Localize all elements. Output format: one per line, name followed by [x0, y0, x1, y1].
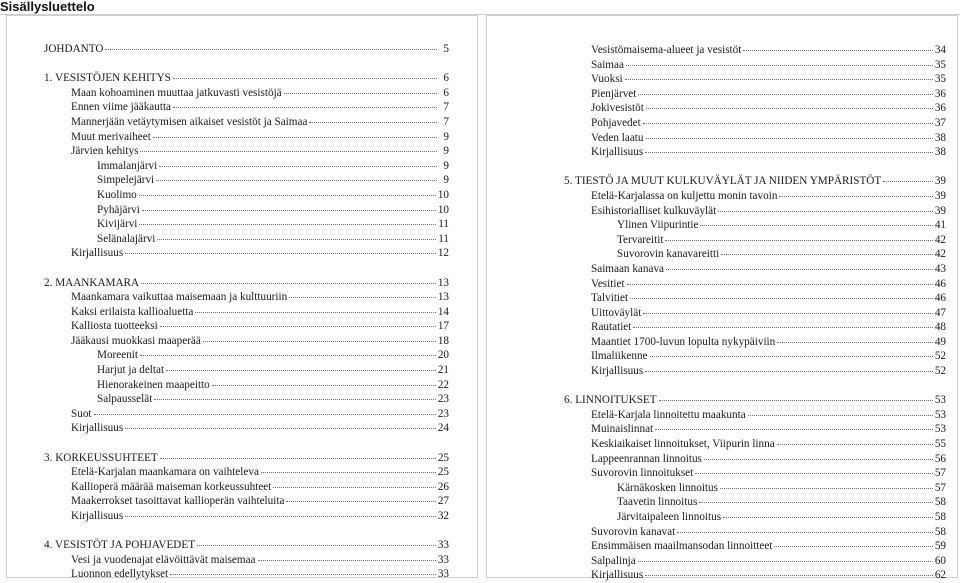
toc-entry[interactable]	[44, 130, 449, 145]
toc-page-left	[6, 15, 478, 581]
dot-leader	[625, 79, 933, 80]
dot-leader	[645, 371, 933, 372]
toc-entry[interactable]	[44, 363, 449, 378]
dot-leader	[779, 196, 932, 197]
dot-leader	[173, 78, 437, 79]
toc-entry-title: Pohjavedet	[591, 116, 641, 129]
toc-entry[interactable]	[564, 116, 946, 131]
toc-entry[interactable]	[44, 348, 449, 363]
toc-entry-title: Kaksi erilaista kallioaluetta	[71, 305, 194, 318]
toc-entry-title: 3. KORKEUSSUHTEET	[44, 451, 158, 464]
toc-entry-title: Kirjallisuus	[71, 247, 124, 260]
dot-leader	[630, 298, 933, 299]
toc-page-number: 46	[934, 292, 946, 305]
dot-leader	[646, 108, 933, 109]
toc-page-number: 13	[437, 291, 449, 304]
toc-entry-title: Etelä-Karjalassa on kuljettu monin tavoin	[591, 189, 778, 202]
toc-page-number: 58	[934, 525, 946, 538]
toc-entry-title: 2. MAANKAMARA	[44, 276, 140, 289]
dot-leader	[659, 400, 933, 401]
toc-entry[interactable]	[564, 422, 946, 437]
dot-leader	[157, 239, 436, 240]
toc-entry-title: Suvorovin kanavat	[591, 525, 676, 538]
dot-leader	[159, 166, 437, 167]
toc-page-number: 59	[934, 540, 946, 553]
toc-entry-title: Mannerjään vetäytymisen aikaiset vesistöt ja Saimaa	[71, 115, 308, 128]
dot-leader	[677, 532, 933, 533]
dot-leader	[212, 385, 436, 386]
dot-leader	[645, 152, 933, 153]
dot-leader	[774, 546, 932, 547]
toc-entry[interactable]	[44, 451, 449, 466]
toc-entry[interactable]	[44, 319, 449, 334]
toc-page-number: 6	[443, 72, 449, 85]
toc-page-number: 39	[934, 175, 946, 188]
toc-entry[interactable]	[44, 378, 449, 393]
toc-entry-title: Kivijärvi	[97, 218, 138, 231]
dot-leader	[646, 138, 933, 139]
toc-page-number: 5	[443, 43, 449, 55]
dot-leader	[160, 458, 436, 459]
dot-leader	[721, 254, 933, 255]
toc-page-number: 10	[437, 188, 449, 201]
dot-leader	[154, 399, 436, 400]
dot-leader	[638, 94, 932, 95]
toc-entry-title: Simpelejärvi	[97, 174, 155, 187]
toc-entry[interactable]	[44, 173, 449, 188]
toc-entry-title: Maakerrokset tasoittavat kallioperän vaihteluita	[71, 495, 285, 508]
toc-entry[interactable]	[564, 393, 946, 408]
toc-page-number: 33	[437, 568, 449, 581]
dot-leader	[94, 414, 436, 415]
toc-entry[interactable]	[564, 218, 946, 233]
dot-leader	[633, 327, 932, 328]
toc-page-number: 20	[437, 349, 449, 362]
dot-leader	[173, 107, 437, 108]
toc-entry-title: Pyhäjärvi	[97, 203, 140, 216]
toc-page-number: 22	[437, 378, 449, 391]
toc-page-number: 35	[934, 58, 946, 71]
toc-page-number: 53	[934, 423, 946, 436]
toc-page-number: 26	[437, 480, 449, 493]
toc-entry-title: Immalanjärvi	[97, 159, 158, 172]
toc-page-number: 42	[934, 233, 946, 246]
toc-entry-title: Keskiaikaiset linnoitukset, Viipurin linna	[591, 438, 775, 451]
toc-entry[interactable]	[44, 567, 449, 582]
toc-entry[interactable]	[44, 553, 449, 568]
dot-leader	[638, 561, 933, 562]
toc-entry-title: Muinaislinnat	[591, 423, 654, 436]
toc-entry[interactable]	[44, 115, 449, 130]
toc-page-number: 39	[934, 189, 946, 202]
toc-entry[interactable]	[564, 364, 946, 379]
dot-leader	[273, 487, 435, 488]
toc-entry[interactable]	[44, 232, 449, 247]
toc-entry-title: 1. VESISTÖJEN KEHITYS	[44, 72, 171, 85]
toc-entry[interactable]	[564, 510, 946, 525]
dot-leader	[284, 93, 437, 94]
toc-page-number: 13	[437, 276, 449, 289]
dot-leader	[140, 151, 437, 152]
toc-page-number: 38	[934, 131, 946, 144]
toc-page-number: 9	[443, 174, 449, 187]
dot-leader	[704, 459, 933, 460]
dot-leader	[125, 253, 436, 254]
toc-entry[interactable]	[564, 525, 946, 540]
toc-entry-title: Kallioperä määrää maiseman korkeussuhteet	[71, 480, 272, 493]
dot-leader	[160, 326, 436, 327]
toc-entry[interactable]	[44, 421, 449, 436]
toc-page-number: 56	[934, 452, 946, 465]
toc-page-number: 58	[934, 496, 946, 509]
toc-entry[interactable]	[564, 306, 946, 321]
toc-page-number: 25	[437, 451, 449, 464]
toc-entry-title: Saimaan kanava	[591, 262, 664, 275]
toc-entry-title: Muut merivaiheet	[71, 130, 151, 143]
toc-entry-title: Talvitiet	[591, 292, 629, 305]
dot-leader	[718, 211, 933, 212]
toc-entry-title: Kirjallisuus	[71, 510, 124, 522]
toc-entry[interactable]	[44, 203, 449, 218]
toc-entry-title: Ylinen Viipurintie	[617, 219, 699, 232]
toc-entry-title: 4. VESISTÖT JA POHJAVEDET	[44, 539, 196, 552]
dot-leader	[203, 341, 436, 342]
toc-list-left	[44, 42, 449, 582]
toc-entry[interactable]	[564, 233, 946, 248]
dot-leader	[643, 123, 933, 124]
toc-page-right	[486, 15, 958, 582]
page-title: Sisällysluettelo	[0, 0, 95, 14]
toc-entry[interactable]	[44, 290, 449, 305]
toc-page-number: 17	[437, 320, 449, 333]
dot-leader	[699, 502, 933, 503]
toc-entry-title: Moreenit	[97, 349, 139, 362]
toc-entry-title: Rautatiet	[591, 321, 632, 334]
toc-entry-title: Jokivesistöt	[591, 102, 644, 115]
dot-leader	[645, 575, 933, 576]
toc-entry-title: Vesitiet	[591, 277, 625, 290]
dot-leader	[197, 545, 436, 546]
dot-leader	[261, 472, 436, 473]
toc-page-number: 37	[934, 116, 946, 129]
toc-entry[interactable]	[564, 131, 946, 146]
toc-entry[interactable]	[564, 247, 946, 262]
toc-page-number: 7	[443, 101, 449, 114]
toc-page-number: 33	[437, 539, 449, 552]
toc-entry[interactable]	[564, 495, 946, 510]
toc-entry[interactable]	[44, 538, 449, 553]
toc-entry[interactable]	[44, 509, 449, 524]
toc-entry-title: Suot	[71, 407, 92, 420]
toc-page-number: 39	[934, 204, 946, 217]
toc-entry[interactable]	[564, 277, 946, 292]
dot-leader	[140, 355, 436, 356]
toc-entry[interactable]	[44, 407, 449, 422]
toc-entry[interactable]	[44, 392, 449, 407]
dot-leader	[883, 181, 933, 182]
toc-entry[interactable]	[564, 174, 946, 189]
toc-entry[interactable]	[44, 480, 449, 495]
toc-entry[interactable]	[44, 188, 449, 203]
toc-entry-title: Maankamara vaikuttaa maisemaan ja kulttuuriin	[71, 291, 288, 304]
toc-entry-title: Saimaa	[591, 58, 624, 71]
toc-entry[interactable]	[564, 539, 946, 554]
toc-page-number: 23	[437, 407, 449, 420]
toc-page-number: 47	[934, 306, 946, 319]
toc-entry[interactable]	[564, 43, 946, 58]
toc-entry-title: Salpalinja	[591, 554, 636, 567]
toc-entry[interactable]	[44, 465, 449, 480]
toc-entry[interactable]	[564, 72, 946, 87]
toc-entry-title: 5. TIESTÖ JA MUUT KULKUVÄYLÄT JA NIIDEN YMPÄRISTÖT	[564, 175, 882, 188]
toc-page-number: 33	[437, 553, 449, 566]
dot-leader	[125, 516, 436, 517]
toc-entry-title: Kirjallisuus	[591, 146, 644, 159]
toc-page-number: 18	[437, 334, 449, 347]
toc-page-number: 43	[934, 262, 946, 275]
toc-entry-title: Kirjallisuus	[591, 365, 644, 378]
toc-entry-title: Vuoksi	[591, 73, 623, 86]
toc-entry-title: Hienorakeinen maapeitto	[97, 378, 210, 391]
toc-entry[interactable]	[564, 291, 946, 306]
toc-page-number: 38	[934, 146, 946, 159]
dot-leader	[105, 49, 437, 50]
toc-page-number: 62	[934, 569, 946, 582]
toc-entry-title: Ensimmäisen maailmansodan linnoitteet	[591, 540, 773, 553]
toc-entry-title: Kirjallisuus	[591, 569, 644, 582]
toc-entry-title: Ilmaliikenne	[591, 350, 648, 363]
dot-leader	[627, 284, 933, 285]
toc-entry-title: Kalliosta tuotteeksi	[71, 320, 158, 333]
toc-list-right	[564, 43, 946, 583]
dot-leader	[166, 370, 436, 371]
dot-leader	[626, 65, 933, 66]
toc-page-number: 23	[437, 393, 449, 406]
toc-entry[interactable]	[44, 334, 449, 349]
toc-entry-title: Salpausselät	[97, 393, 153, 406]
toc-entry[interactable]	[564, 262, 946, 277]
dot-leader	[655, 429, 933, 430]
toc-page-number: 41	[934, 219, 946, 232]
toc-entry-title: Suvorovin kanavareitti	[617, 248, 720, 261]
dot-leader	[153, 137, 437, 138]
toc-page-number: 57	[934, 481, 946, 494]
dot-leader	[141, 283, 436, 284]
toc-entry[interactable]	[564, 145, 946, 160]
toc-entry[interactable]	[564, 320, 946, 335]
toc-page-number: 6	[443, 86, 449, 99]
toc-entry-title: Uittoväylät	[591, 306, 642, 319]
toc-entry-title: Luonnon edellytykset	[71, 568, 169, 581]
toc-entry[interactable]	[564, 437, 946, 452]
toc-page-number: 57	[934, 467, 946, 480]
toc-page-number: 46	[934, 277, 946, 290]
toc-page-number: 9	[443, 159, 449, 172]
toc-entry[interactable]	[564, 452, 946, 467]
toc-entry[interactable]	[564, 349, 946, 364]
toc-entry-title: JOHDANTO	[44, 43, 104, 55]
toc-page-number: 9	[443, 130, 449, 143]
toc-entry[interactable]	[564, 466, 946, 481]
toc-entry-title: Tervareitit	[617, 233, 664, 246]
toc-page-number: 52	[934, 350, 946, 363]
dot-leader	[309, 122, 437, 123]
toc-page-number: 42	[934, 248, 946, 261]
dot-leader	[139, 224, 436, 225]
toc-entry[interactable]	[564, 87, 946, 102]
dot-leader	[650, 356, 933, 357]
toc-page-number: 25	[437, 466, 449, 479]
toc-page-number: 48	[934, 321, 946, 334]
toc-entry-title: Esihistorialliset kulkuväylät	[591, 204, 717, 217]
toc-entry[interactable]	[564, 481, 946, 496]
toc-entry-title: 6. LINNOITUKSET	[564, 394, 657, 407]
toc-entry-title: Vesistömaisema-alueet ja vesistöt	[591, 44, 742, 56]
toc-entry-title: Harjut ja deltat	[97, 364, 165, 377]
toc-entry[interactable]	[44, 217, 449, 232]
dot-leader	[695, 473, 933, 474]
toc-page-number: 52	[934, 365, 946, 378]
toc-entry-title: Veden laatu	[591, 131, 644, 144]
toc-page-number: 32	[437, 510, 449, 522]
toc-page-number: 53	[934, 394, 946, 407]
dot-leader	[665, 240, 932, 241]
toc-entry-title: Selänalajärvi	[97, 232, 156, 245]
toc-entry-title: Pienjärvet	[591, 87, 637, 100]
dot-leader	[170, 574, 436, 575]
toc-entry[interactable]	[44, 86, 449, 101]
toc-page-number: 9	[443, 145, 449, 158]
dot-leader	[777, 444, 933, 445]
toc-entry[interactable]	[564, 408, 946, 423]
toc-entry-title: Suvorovin linnoitukset	[591, 467, 694, 480]
toc-page-number: 35	[934, 73, 946, 86]
dot-leader	[125, 428, 436, 429]
toc-entry-title: Järvitaipaleen linnoitus	[617, 511, 722, 523]
toc-entry[interactable]	[44, 246, 449, 261]
toc-entry-title: Vesi ja vuodenajat elävöittävät maisemaa	[71, 553, 256, 566]
toc-entry[interactable]	[564, 204, 946, 219]
toc-entry-title: Ennen viime jääkautta	[71, 101, 172, 114]
toc-entry[interactable]	[44, 100, 449, 115]
dot-leader	[286, 501, 435, 502]
toc-page-number: 36	[934, 87, 946, 100]
dot-leader	[142, 210, 436, 211]
toc-entry[interactable]	[44, 42, 449, 57]
toc-page-number: 58	[934, 511, 946, 523]
toc-page-number: 34	[934, 44, 946, 56]
toc-page-number: 11	[438, 218, 449, 231]
toc-entry-title: Lappeenrannan linnoitus	[591, 452, 702, 465]
dot-leader	[643, 313, 932, 314]
toc-entry-title: Järvien kehitys	[71, 145, 139, 158]
dot-leader	[748, 415, 933, 416]
toc-page-number: 12	[437, 247, 449, 260]
toc-page-number: 10	[437, 203, 449, 216]
dot-leader	[139, 195, 436, 196]
toc-page-number: 27	[437, 495, 449, 508]
toc-page-number: 7	[443, 115, 449, 128]
toc-entry[interactable]	[44, 71, 449, 86]
toc-entry-title: Taavetin linnoitus	[617, 496, 698, 509]
dot-leader	[195, 312, 435, 313]
toc-entry-title: Jääkausi muokkasi maaperää	[71, 334, 201, 347]
toc-entry-title: Maan kohoaminen muuttaa jatkuvasti vesistöjä	[71, 86, 282, 99]
toc-entry-title: Kärnäkosken linnoitus	[617, 481, 718, 494]
toc-page-number: 21	[437, 364, 449, 377]
toc-page-number: 55	[934, 438, 946, 451]
toc-entry-title: Etelä-Karjalan maankamara on vaihteleva	[71, 466, 259, 479]
dot-leader	[666, 269, 933, 270]
toc-page-number: 24	[437, 422, 449, 435]
toc-entry[interactable]	[564, 189, 946, 204]
toc-entry-title: Kuolimo	[97, 188, 137, 201]
toc-entry[interactable]	[44, 276, 449, 291]
toc-entry[interactable]	[564, 101, 946, 116]
toc-entry[interactable]	[44, 144, 449, 159]
toc-entry[interactable]	[44, 305, 449, 320]
dot-leader	[743, 50, 932, 51]
toc-page-number: 36	[934, 102, 946, 115]
toc-entry[interactable]	[564, 554, 946, 569]
dot-leader	[289, 297, 436, 298]
dot-leader	[723, 517, 933, 518]
toc-page-number: 53	[934, 408, 946, 421]
toc-entry[interactable]	[44, 159, 449, 174]
toc-page-number: 60	[934, 554, 946, 567]
dot-leader	[700, 225, 932, 226]
toc-entry[interactable]	[44, 494, 449, 509]
toc-page-number: 11	[438, 232, 449, 245]
toc-page-number: 14	[437, 305, 449, 318]
toc-entry-title: Kirjallisuus	[71, 422, 124, 435]
toc-entry[interactable]	[564, 335, 946, 350]
toc-entry[interactable]	[564, 58, 946, 73]
dot-leader	[777, 342, 933, 343]
toc-entry[interactable]	[564, 568, 946, 583]
dot-leader	[258, 560, 436, 561]
dot-leader	[156, 180, 437, 181]
toc-entry-title: Etelä-Karjala linnoitettu maakunta	[591, 408, 746, 421]
toc-entry-title: Maantiet 1700-luvun lopulta nykypäiviin	[591, 335, 776, 348]
toc-page-number: 49	[934, 335, 946, 348]
dot-leader	[720, 488, 933, 489]
